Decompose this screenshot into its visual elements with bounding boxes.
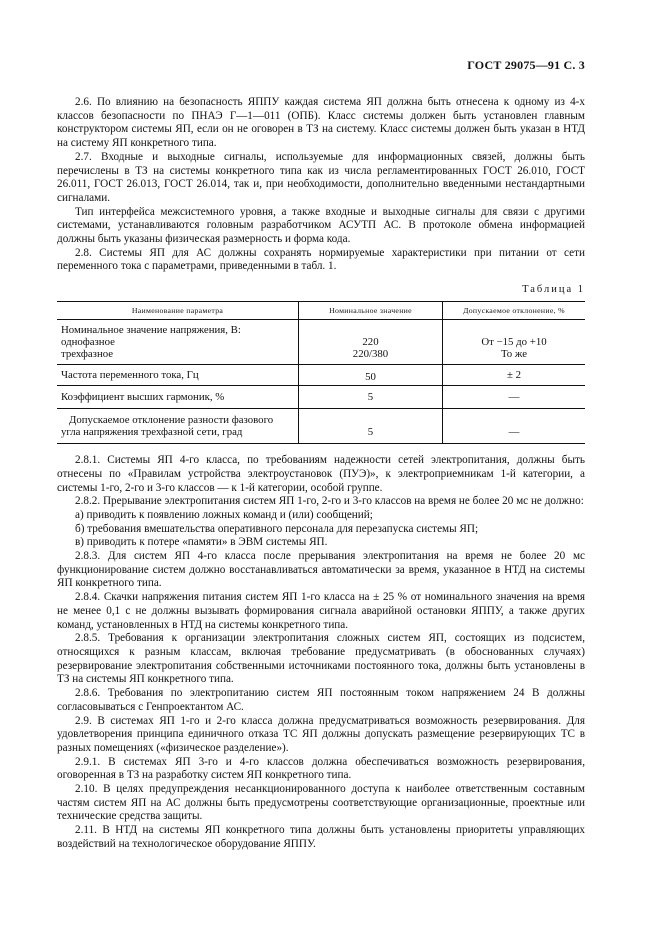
cell-text: трехфазное [61, 348, 114, 361]
header-parameter-name: Наименование параметра [57, 302, 299, 320]
paragraph-2-11: 2.11. В НТД на системы ЯП конкретного типа должны быть установлены приоритеты управляющих воздействий на технологическое оборудование ЯППУ. [57, 824, 585, 850]
cell-text: однофазное [61, 336, 115, 349]
paragraph-interface: Тип интерфейса межсистемного уровня, а также входные и выходные сигналы для связи с другими системами, устанавливаются головным разработчиком АСУТП АС. В протоколе обмена информацией должны быть указаны физическая размерность и форма кода. [57, 205, 585, 246]
cell-text: То же [501, 348, 527, 361]
cell-nominal [299, 409, 443, 444]
power-parameters-table [57, 301, 585, 444]
paragraph-2-8-5: 2.8.5. Требования к организации электропитания сложных систем ЯП, состоящих из подсистем, относящихся к разным классам, включая требование предусматривать (в обоснованных случаях) резервирование электропитания собственными источниками постоянного тока, должны быть установлены в ТЗ на системы ЯП конкретного типа. [57, 632, 585, 686]
paragraph-2-6: 2.6. По влиянию на безопасность ЯППУ каждая система ЯП должна быть отнесена к одному из 4-х классов безопасности по ПНАЭ Г—1—011 (ОПБ). Класс системы должен быть установлен главным конструктором системы ЯП, если он не оговорен в ТЗ на систему. Класс системы должен быть указан в НТД на систему ЯП конкретного типа. [57, 96, 585, 150]
cell-text: 5 [367, 426, 374, 439]
cell-text: 220 [362, 336, 379, 349]
document-page [57, 58, 585, 852]
cell-name [57, 365, 299, 386]
paragraph-2-9-1: 2.9.1. В системах ЯП 3-го и 4-го классов должна обеспечиваться возможность резервирования, оговоренная в ТЗ на разработку систем ЯП конкретного типа. [57, 755, 585, 782]
cell-text: — [508, 426, 520, 439]
table-header-row [57, 302, 585, 320]
cell-text: угла напряжения трехфазной сети, град [61, 426, 243, 439]
paragraph-2-8: 2.8. Системы ЯП для АС должны сохранять нормируемые характеристики при питании от сети переменного тока с параметрами, приведенными в табл. 1. [57, 246, 585, 273]
paragraph-2-8-3: 2.8.3. Для систем ЯП 4-го класса после прерывания электропитания на время не более 20 мс функционирование систем должно восстанавливаться автоматически за время, указанное в НТД на системы ЯП конкретного типа. [57, 550, 585, 590]
cell-text: Допускаемое отклонение разности фазового [69, 414, 274, 427]
cell-deviation [443, 320, 586, 365]
cell-name [57, 320, 299, 365]
cell-nominal [299, 365, 443, 386]
paragraphs-after-table [57, 454, 585, 851]
cell-text: ± 2 [506, 369, 522, 382]
paragraph-2-8-4: 2.8.4. Скачки напряжения питания систем ЯП 1-го класса на ± 25 % от номинального значения на время не менее 0,1 с не должны вызывать формирования сигнала аварийной остановки ЯППУ, а также других команд, установленных в НТД на системы конкретного типа. [57, 591, 585, 631]
cell-text: Частота переменного тока, Гц [61, 369, 199, 382]
cell-name [57, 386, 299, 409]
paragraph-2-8-2: 2.8.2. Прерывание электропитания систем ЯП 1-го, 2-го и 3-го классов на время не более 20 мс не должно: [75, 495, 584, 508]
table-row [57, 386, 585, 409]
paragraph-2-8-1: 2.8.1. Системы ЯП 4-го класса, по требованиям надежности сетей электропитания, должны быть отнесены по «Правилам устройства электроустановок (ПУЭ)», к электроприемникам 1-й категории, а системы 1-го, 2-го и 3-го классов — к 1-й категории, особой группе. [57, 454, 585, 494]
page-header: ГОСТ 29075—91 С. 3 [467, 58, 585, 72]
header-nominal-value: Номинальное значение [299, 302, 443, 320]
cell-deviation [443, 409, 586, 444]
cell-deviation [443, 365, 586, 386]
cell-text: 50 [365, 371, 376, 384]
cell-text: Коэффициент высших гармоник, % [61, 391, 225, 404]
list-item-a: а) приводить к появлению ложных команд и (или) сообщений; [75, 508, 373, 521]
header-allowed-deviation: Допускаемое отклонение, % [443, 302, 586, 320]
table-row [57, 409, 585, 444]
cell-deviation [443, 386, 586, 409]
paragraph-2-10: 2.10. В целях предупреждения несанкционированного доступа к наиболее ответственным составным частям систем ЯП на АС должны быть предусмотрены соответствующие организационные, проектные или технические средства защиты. [57, 783, 585, 823]
cell-text: 220/380 [352, 348, 389, 361]
list-item-c: в) приводить к потере «памяти» в ЭВМ системы ЯП. [75, 536, 328, 549]
cell-text: От −15 до +10 [481, 336, 547, 349]
paragraph-2-7: 2.7. Входные и выходные сигналы, используемые для информационных связей, должны быть перечислены в ТЗ на системы конкретного типа как из числа регламентированных ГОСТ 26.010, ГОСТ 26.011, ГОСТ 26.013, ГОСТ 26.014, так и, при необходимости, дополнительно введенными нестандартными сигналами. [57, 150, 585, 204]
cell-text: 5 [367, 391, 374, 404]
table-row [57, 320, 585, 365]
paragraph-2-8-6: 2.8.6. Требования по электропитанию систем ЯП постоянным током напряжением 24 В должны согласовываться с Генпроектантом АС. [57, 687, 585, 713]
table-caption: Таблица 1 [522, 284, 585, 296]
paragraphs-before-table [57, 96, 585, 274]
cell-text: Номинальное значение напряжения, В: [61, 324, 241, 337]
paragraph-2-9: 2.9. В системах ЯП 1-го и 2-го класса должна предусматриваться возможность резервирования. Для удовлетворения принципа единичного отказа ТС ЯП должны допускать размещение резервирующих ТС в разных помещениях («физическое разделение»). [57, 714, 585, 754]
cell-nominal [299, 386, 443, 409]
cell-text: — [508, 391, 520, 404]
cell-name [57, 409, 299, 444]
cell-nominal [299, 320, 443, 365]
table-row [57, 365, 585, 386]
list-item-b: б) требования вмешательства оперативного персонала для перезапуска системы ЯП; [75, 522, 479, 535]
